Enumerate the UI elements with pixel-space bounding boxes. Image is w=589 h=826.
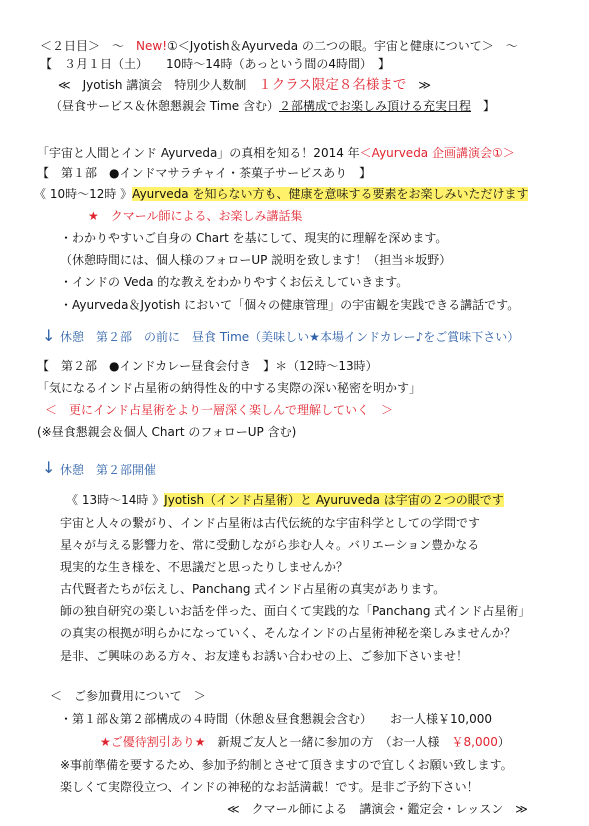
part3-time: 《 13時～14時 》 <box>66 493 165 507</box>
lunch-close: 】 <box>471 99 496 113</box>
part3-paragraph: 師の独自研究の楽しいお話を伴った、面白くて実践的な「Panchang 式インド占星術」 <box>60 604 531 618</box>
fees-note: ※事前準備を要するため、参加予約制とさせて頂きますので宜しくお願い致します。 <box>60 758 513 772</box>
part1-highlight: Ayurveda を知らない方も、健康を意味する要素をお楽しみいただけます <box>132 187 529 201</box>
part1-bullet: ・わかりやすいご自身の Chart を基にして、現実的に理解を深めます。 <box>60 231 448 245</box>
part3-highlight: Jyotish（インド占星術）と Ayuruveda は宇宙の２つの眼です <box>164 493 504 507</box>
part1-bullet: （休憩時間には、個人様のフォローUP 説明を致します！（担当＊坂野） <box>60 253 452 267</box>
part3-paragraph: 宇宙と人々の繋がり、インド占星術は古代伝統的な宇宙科学としての学問です <box>60 516 481 530</box>
part1-time-line <box>34 186 528 203</box>
course-close: ≫ <box>406 78 431 92</box>
course-line <box>58 77 431 94</box>
part2-subtitle: 「気になるインド占星術の納得性＆的中する実際の深い秘密を明かす」 <box>37 381 422 395</box>
part3-paragraph: 古代賢者たちが伝えし、Panchang 式インド占星術の真実があります。 <box>60 582 446 596</box>
part3-time-line <box>66 492 504 509</box>
new-badge: New! <box>136 39 167 53</box>
part3-paragraph: の真実の根拠が明らかになっていく、そんなインドの占星術神秘を楽しみませんか？ <box>60 626 516 640</box>
discount-text: 新規ご友人と一緒に参加の方 （お一人様 <box>205 735 452 749</box>
footer-line: ≪ クマール師による 講演会・鑑定会・レッスン ≫ <box>227 802 528 816</box>
part2-note: (※昼食懇親会＆個人 Chart のフォローUP 含む) <box>37 425 297 439</box>
section-title <box>37 145 515 162</box>
part1-time: 《 10時～12時 》 <box>34 187 133 201</box>
day-label: ＜２日目＞ ～ <box>40 39 137 53</box>
course-text: ≪ Jyotish 講演会 特別少人数制 <box>58 78 259 92</box>
section-title-main: 「宇宙と人間とインド Ayurveda」の真相を知る！2014 年 <box>37 146 360 160</box>
lunch-text: （昼食サービス＆休憩懇親会 Time 含む） <box>50 99 279 113</box>
fees-note: 楽しくて実際役立つ、インドの神秘的なお話満載！です。是非ご予約下さい！ <box>60 780 479 794</box>
part3-paragraph: 星々が与える影響力を、常に受動しながら歩む人々。バリエーション豊かなる <box>60 538 480 552</box>
course-limit: １クラス限定８名様まで <box>258 77 407 93</box>
lunch-line <box>50 98 495 115</box>
break1-text: 休憩 第２部 の前に 昼食 Time（美味しい★本場インドカレー♪をご賞味下さい） <box>60 330 520 344</box>
part1-bullet: ・Ayurveda＆Jyotish において「個々の健康管理」の宇宙観を実践できる講話です。 <box>60 298 520 312</box>
fees-discount-line <box>100 734 510 751</box>
part3-paragraph: 現実的な生き様を、不思議だと思ったりしませんか？ <box>60 560 349 574</box>
part1-bullet: ・インドの Veda 的な教えをわかりやすくお伝えしていきます。 <box>60 275 409 289</box>
part2-emphasis: ＜ 更にインド占星術をより一層深く楽しんで理解していく ＞ <box>45 403 394 417</box>
event-date: 【 ３月１日（土） 10時～14時（あっという間の4時間） 】 <box>40 57 391 71</box>
down-arrow-icon: ↓ <box>42 458 56 477</box>
part2-header: 【 第２部 ●インドカレー昼食会付き 】＊（12時～13時） <box>37 359 378 373</box>
discount-close: ） <box>497 735 510 749</box>
part1-lecturer: ★ クマール師による、お楽しみ講話集 <box>88 209 303 223</box>
discount-badge: ★ご優待割引あり★ <box>100 735 206 749</box>
part3-paragraph: 是非、ご興味のある方々、お友達もお誘い合わせの上、ご参加下さいませ！ <box>60 649 469 663</box>
down-arrow-icon: ↓ <box>42 326 56 345</box>
program-summary: ２部構成でお楽しみ頂ける充実日程 <box>279 99 472 113</box>
part1-header: 【 第１部 ●インドマサラチャイ・茶菓子サービスあり 】 <box>37 166 372 180</box>
discount-price: ￥8,000 <box>451 735 498 749</box>
fees-title: ＜ ご参加費用について ＞ <box>50 689 206 703</box>
fees-standard: ・第１部＆第２部構成の４時間（休憩＆昼食懇親会含む） お一人様￥10,000 <box>60 712 492 726</box>
topic-title: ①＜Jyotish＆Ayurveda の二つの眼。宇宙と健康について＞ ～ <box>167 39 518 53</box>
section-title-event: ＜Ayurveda 企画講演会①＞ <box>359 146 515 160</box>
break2-text: 休憩 第２部開催 <box>60 463 157 477</box>
header-day-line <box>40 38 518 55</box>
